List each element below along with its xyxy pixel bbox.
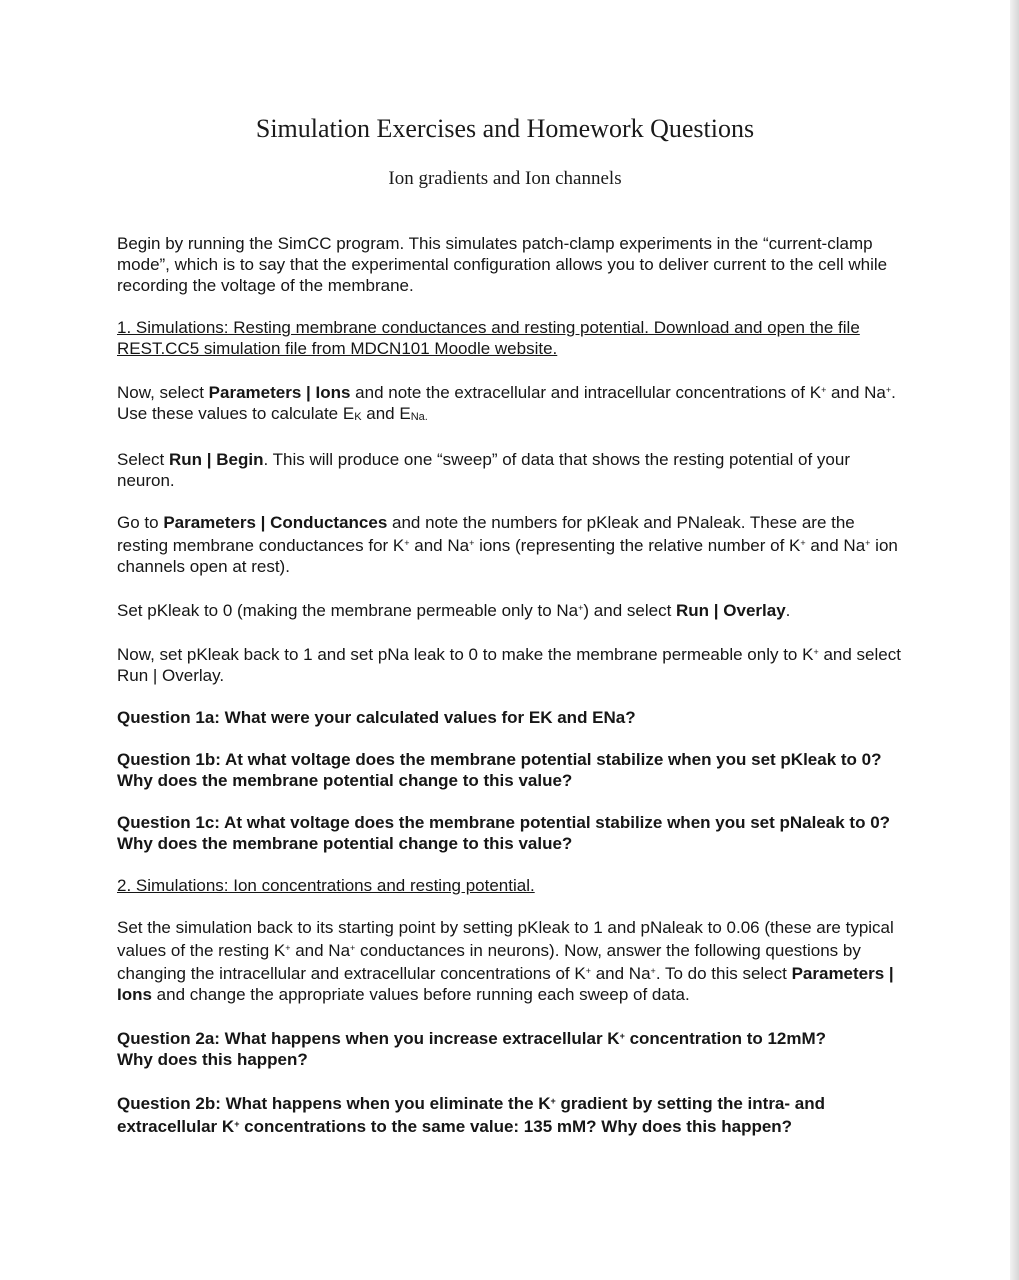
superscript-plus: + (285, 943, 291, 953)
menu-path-run-overlay: Run | Overlay (676, 601, 786, 620)
text: Now, select (117, 383, 209, 402)
superscript-plus: + (821, 385, 827, 395)
superscript-plus: + (619, 1031, 625, 1041)
text: and Na (591, 964, 651, 983)
text: and note the numbers for pKleak and PNaleak. These are the resting membrane conductances for K (117, 513, 855, 555)
text: ion channels open at rest). (117, 536, 898, 576)
menu-path-parameters-ions: Parameters | Ions (208, 383, 351, 402)
section1-heading: 1. Simulations: Resting membrane conductances and resting potential. Download and open the file REST.CC5 simulation file from MDCN101 Moodle website. (117, 318, 860, 358)
text: Question 2a: What happens when you increase extracellular K (117, 1029, 620, 1048)
superscript-plus: + (885, 385, 892, 395)
intro-paragraph: Begin by running the SimCC program. This simulates patch-clamp experiments in the “current-clamp mode”, which is to say that the experimental configuration allows you to deliver current to the cell while recording the voltage of the membrane. (117, 234, 888, 295)
conductances-paragraph (117, 512, 907, 577)
text: and E (361, 404, 411, 423)
text: . This will produce one “sweep” of data that shows the resting potential of your neuron. (117, 450, 850, 490)
section2-heading: 2. Simulations: Ion concentrations and resting potential. (117, 876, 535, 895)
text: and Na (409, 536, 470, 555)
superscript-plus: + (350, 943, 356, 953)
run-begin-paragraph (117, 449, 907, 491)
text: Set the simulation back to its starting point by setting pKleak to 1 and pNaleak to 0.06 (these are typical values of the resting K (117, 918, 894, 960)
document-subtitle: Ion gradients and Ion channels (388, 168, 622, 189)
subscript-k: K (354, 411, 362, 423)
question-1b-followup: Why does the membrane potential change to this value? (117, 771, 573, 790)
text: concentrations to the same value: 135 mM? Why does this happen? (239, 1117, 793, 1136)
superscript-plus: + (813, 647, 819, 657)
document-title: Simulation Exercises and Homework Questions (255, 114, 755, 143)
subscript-na: Na. (410, 411, 428, 423)
text: conductances in neurons). Now, answer the following questions by changing the intracellular and extracellular concentrations of K (117, 941, 861, 983)
reset-pkleak-paragraph (117, 642, 907, 686)
superscript-plus: + (578, 603, 584, 613)
text: gradient by setting the intra- and extracellular K (117, 1094, 825, 1136)
text: . (785, 601, 791, 620)
text: ions (representing the relative number of K (474, 536, 801, 555)
text: Set pKleak to 0 (making the membrane permeable only to Na (117, 601, 579, 620)
text: Now, set pKleak back to 1 and set pNa leak to 0 to make the membrane permeable only to K (117, 645, 814, 664)
superscript-plus: + (550, 1096, 556, 1106)
superscript-plus: + (865, 538, 871, 548)
superscript-plus: + (650, 966, 656, 976)
text: and Na (826, 383, 886, 402)
set-pkleak-paragraph (117, 598, 907, 621)
page-edge-shadow (1010, 0, 1019, 1280)
parameters-ions-paragraph (117, 380, 907, 428)
text: Go to (117, 513, 164, 532)
document-body (117, 233, 907, 1158)
question-1a: Question 1a: What were your calculated values for EK and ENa? (117, 708, 636, 727)
superscript-plus: + (234, 1119, 240, 1129)
text: and Na (290, 941, 351, 960)
text: and select Run | Overlay. (117, 645, 901, 685)
text: ) and select (583, 601, 677, 620)
question-1c-text: Question 1c: At what voltage does the membrane potential stabilize when you set pNaleak to 0? (117, 813, 891, 832)
text: and Na (805, 536, 866, 555)
menu-path-parameters-conductances: Parameters | Conductances (163, 513, 388, 532)
question-1c-followup: Why does the membrane potential change to this value? (117, 834, 573, 853)
text: . To do this select (655, 964, 792, 983)
question-2a (117, 1026, 907, 1070)
question-1c (117, 812, 907, 854)
text: Select (117, 450, 169, 469)
question-1b (117, 749, 907, 791)
question-1b-text: Question 1b: At what voltage does the membrane potential stabilize when you set pKleak to 0? (117, 750, 882, 769)
menu-path-run-begin: Run | Begin (168, 450, 264, 469)
menu-path-parameters-ions: Parameters | Ions (117, 964, 894, 1004)
reset-simulation-paragraph (117, 917, 907, 1005)
text: and note the extracellular and intracellular concentrations of K (350, 383, 822, 402)
superscript-plus: + (404, 538, 410, 548)
superscript-plus: + (585, 966, 591, 976)
text: Question 2b: What happens when you eliminate the K (117, 1094, 551, 1113)
question-2b (117, 1091, 907, 1137)
text: and change the appropriate values before running each sweep of data. (151, 985, 690, 1004)
text: concentration to 12mM? (624, 1029, 827, 1048)
superscript-plus: + (469, 538, 475, 548)
superscript-plus: + (800, 538, 806, 548)
text: . Use these values to calculate E (117, 383, 896, 423)
question-2a-followup: Why does this happen? (117, 1050, 308, 1069)
